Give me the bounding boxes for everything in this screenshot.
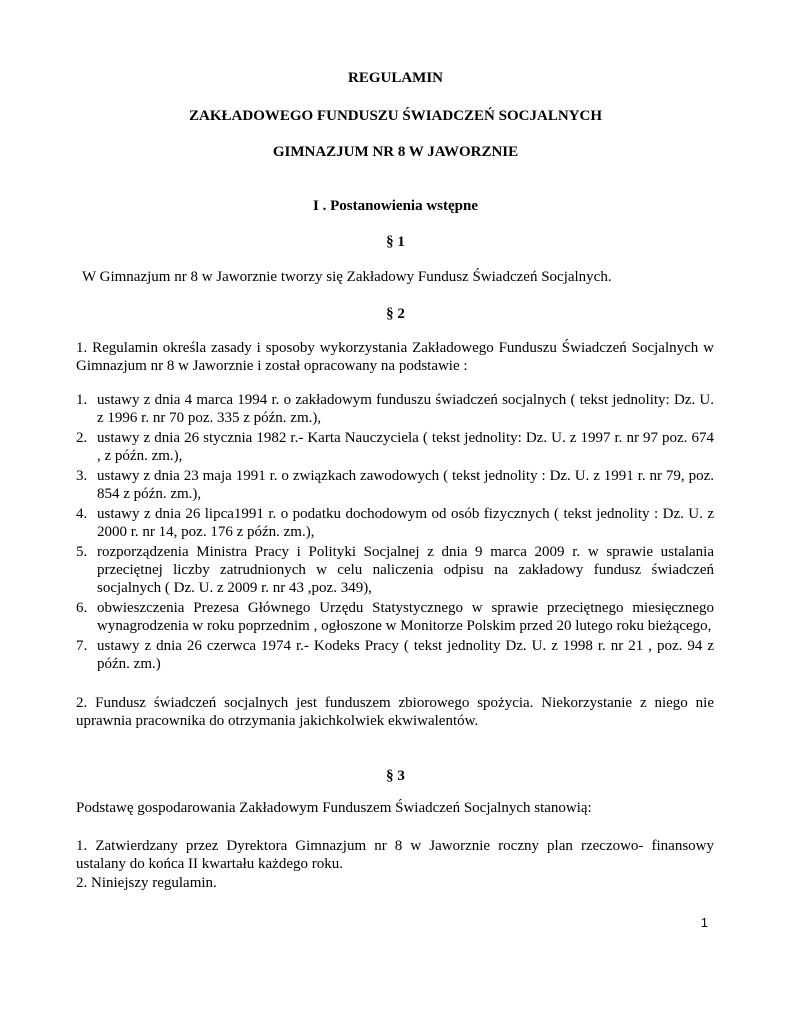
list-item-text: ustawy z dnia 26 lipca1991 r. o podatku dochodowym od osób fizycznych ( tekst jednolity : Dz. U. z 2000 r. nr 14, poz. 176 z późn. zm.), [97,506,714,540]
paragraph-symbol-2: § 2 [386,306,405,322]
legal-basis-list [76,391,714,675]
document-title: REGULAMIN [347,70,443,86]
paragraph-2-intro: 1. Regulamin określa zasady i sposoby wykorzystania Zakładowego Funduszu Świadczeń Socjalnych w Gimnazjum nr 8 w Jaworznie i został opracowany na podstawie : [76,340,714,374]
list-item-number: 7. [76,638,88,654]
page-number: 1 [700,915,708,930]
list-item-number: 5. [76,544,88,560]
list-item-number: 2. [76,430,88,446]
list-item [76,637,714,673]
list-item-number: 3. [76,468,88,484]
list-item [76,391,714,427]
document-subtitle-school: GIMNAZJUM NR 8 W JAWORZNIE [272,144,519,160]
paragraph-symbol-1: § 1 [386,234,405,250]
list-item [76,467,714,503]
list-item [76,429,714,465]
paragraph-symbol-3: § 3 [386,768,405,784]
list-item-text: obwieszczenia Prezesa Głównego Urzędu Statystycznego w sprawie przeciętnego miesięcznego wynagrodzenia w roku poprzednim , ogłoszone w Monitorze Polskim przed 20 lutego roku bieżącego, [97,600,714,634]
paragraph-3-intro: Podstawę gospodarowania Zakładowym Funduszem Świadczeń Socjalnych stanowią: [76,800,592,816]
section-heading-1: I . Postanowienia wstępne [312,198,478,214]
paragraph-3-point-2: 2. Niniejszy regulamin. [76,875,217,891]
list-item-text: rozporządzenia Ministra Pracy i Polityki Socjalnej z dnia 9 marca 2009 r. w sprawie ustalania przeciętnej liczby zatrudnionych w celu naliczenia odpisu na zakładowy fundusz świadczeń socjalnych ( Dz. U. z 2009 r. nr 43 ,poz. 349), [97,544,714,596]
list-item [76,599,714,635]
paragraph-3-point-1: 1. Zatwierdzany przez Dyrektora Gimnazjum nr 8 w Jaworznie roczny plan rzeczowo- finansowy ustalany do końca II kwartału każdego roku. [76,838,714,872]
list-item [76,543,714,597]
list-item [76,505,714,541]
list-item-number: 1. [76,392,88,408]
list-item-text: ustawy z dnia 4 marca 1994 r. o zakładowym funduszu świadczeń socjalnych ( tekst jednolity: Dz. U. z 1996 r. nr 70 poz. 335 z późn. zm.), [97,392,714,426]
list-item-text: ustawy z dnia 23 maja 1991 r. o związkach zawodowych ( tekst jednolity : Dz. U. z 1991 r. nr 79, poz. 854 z późn. zm.), [97,468,714,502]
paragraph-2-point-2: 2. Fundusz świadczeń socjalnych jest funduszem zbiorowego spożycia. Niekorzystanie z niego nie uprawnia pracownika do otrzymania jakichkolwiek ekwiwalentów. [76,695,714,729]
paragraph-1-text: W Gimnazjum nr 8 w Jaworznie tworzy się Zakładowy Fundusz Świadczeń Socjalnych. [82,269,612,285]
list-item-text: ustawy z dnia 26 czerwca 1974 r.- Kodeks Pracy ( tekst jednolity Dz. U. z 1998 r. nr 21 , poz. 94 z późn. zm.) [97,638,714,672]
list-item-number: 4. [76,506,88,522]
document-subtitle-fund: ZAKŁADOWEGO FUNDUSZU ŚWIADCZEŃ SOCJALNYCH [189,108,602,124]
list-item-number: 6. [76,600,88,616]
list-item-text: ustawy z dnia 26 stycznia 1982 r.- Karta Nauczyciela ( tekst jednolity: Dz. U. z 1997 r. nr 97 poz. 674 , z późn. zm.), [97,430,714,464]
